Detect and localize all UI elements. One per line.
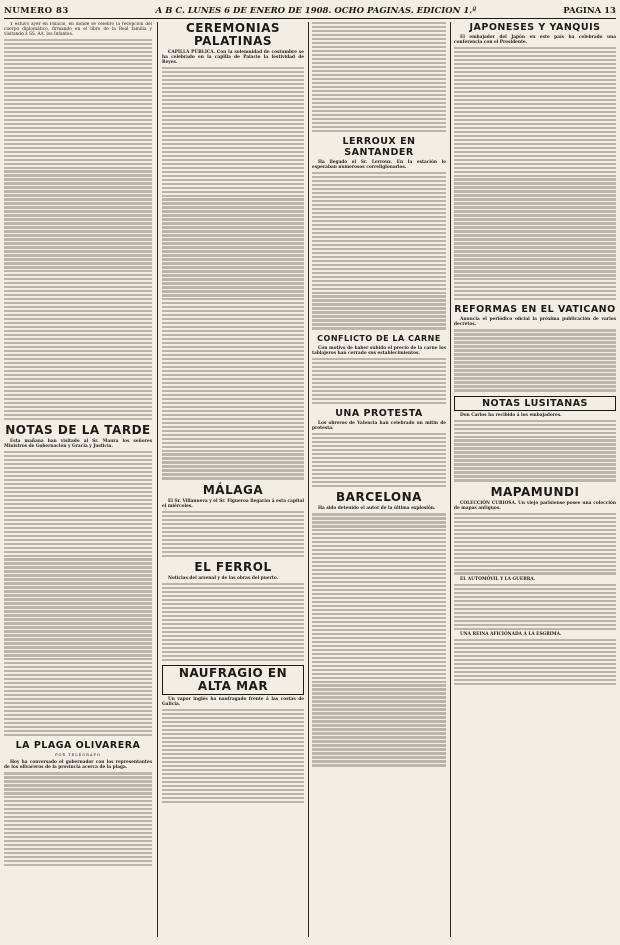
text-block <box>454 420 616 482</box>
text-block <box>454 639 616 685</box>
issue-number: NUMERO 83 <box>4 5 69 16</box>
headline: UNA PROTESTA <box>335 407 423 419</box>
text-block <box>4 39 152 420</box>
text-block <box>162 583 304 661</box>
column-rule <box>308 22 309 937</box>
article-lead: El Sr. Villanueva y el Sr. Figueroa llegarán á esta capital el miércoles. <box>162 498 304 509</box>
text-block <box>312 22 446 132</box>
column-2 <box>162 22 304 937</box>
article-lead: UNA REINA AFICIONADA Á LA ESGRIMA. <box>460 632 562 638</box>
article-lead: Los obreros de Valencia han celebrado un mitin de protesta. <box>312 420 446 431</box>
headline: MÁLAGA <box>202 482 264 497</box>
headline: LERROUX EN SANTANDER <box>342 135 416 158</box>
headline: NOTAS DE LA TARDE <box>5 422 151 437</box>
column-3 <box>312 22 446 937</box>
headline: CEREMONIAS PALATINAS <box>185 22 281 48</box>
text-block <box>312 172 446 330</box>
text-block <box>162 709 304 803</box>
article-text: Y estuvo ayer en Palacio, en donde se celebró la recepción del cuerpo diplomático, firmando en el libro de la Real familia y visitando á SS. AA. los Infantes. <box>4 22 152 37</box>
headline: NAUFRAGIO EN ALTA MAR <box>162 665 304 695</box>
article-lead: EL AUTOMÓVIL Y LA GUERRA. <box>460 576 536 582</box>
column-rule <box>157 22 158 937</box>
headline: EL FERROL <box>194 560 272 574</box>
page-number: PAGINA 13 <box>563 5 616 16</box>
article-lead: CAPILLA PÚBLICA. Con la solemnidad de costumbre se ha celebrado en la capilla de Palacio la festividad de Reyes. <box>162 50 304 65</box>
headline: NOTAS LUSITANAS <box>454 396 616 411</box>
headline: CONFLICTO DE LA CARNE <box>317 333 441 343</box>
text-block <box>4 772 152 866</box>
dateline: POR TELÉGRAFO <box>55 753 101 758</box>
article-lead: Noticias del arsenal y de las obras del puerto. <box>168 576 279 581</box>
article-lead: El embajador del Japón en este país ha celebrado una conferencia con el Presidente. <box>454 35 616 45</box>
article-lead: COLECCIÓN CURIOSA. Un viejo parisiense posee una colección de mapas antiguos. <box>454 500 616 511</box>
article-lead: Un vapor inglés ha naufragado frente á las costas de Galicia. <box>162 697 304 708</box>
headline: JAPONESES Y YANQUIS <box>469 22 601 33</box>
headline: REFORMAS EN EL VATICANO <box>454 304 616 316</box>
headline: BARCELONA <box>336 490 422 505</box>
article-lead: Ha sido detenido el autor de la última explosión. <box>318 506 436 512</box>
article-lead: Esta mañana han visitado al Sr. Maura los señores Ministros de Gobernación y Gracia y Justicia. <box>4 438 152 449</box>
text-block <box>454 329 616 391</box>
headline: MAPAMUNDI <box>490 484 580 499</box>
text-block <box>312 433 446 487</box>
text-block <box>162 511 304 557</box>
text-block <box>162 67 304 480</box>
text-block <box>4 451 152 736</box>
text-block <box>454 584 616 630</box>
text-block <box>454 513 616 575</box>
text-block <box>454 47 616 300</box>
headline: LA PLAGA OLIVARERA <box>15 740 141 752</box>
column-4 <box>454 22 616 937</box>
article-lead: Ha llegado el Sr. Lerroux. En la estación le esperaban numerosos correligionarios. <box>312 159 446 170</box>
article-lead: Don Carlos ha recibido á los embajadores. <box>460 412 562 418</box>
masthead <box>4 3 616 19</box>
article-lead: Hoy ha conversado el gobernador con los representantes de los olivareros de la provincia acerca de la plaga. <box>4 760 152 771</box>
article-lead: Con motivo de haber subido el precio de la carne los tablajeros han cerrado sus establecimientos. <box>312 345 446 356</box>
column-1 <box>4 22 152 937</box>
text-block <box>312 513 446 766</box>
masthead-title: A B C. LUNES 6 DE ENERO DE 1908. OCHO PAGINAS. EDICION 1.ª <box>155 5 477 16</box>
column-rule <box>450 22 451 937</box>
article-lead: Anuncia el periódico oficial la próxima publicación de varios decretos. <box>454 317 616 328</box>
text-block <box>312 358 446 404</box>
